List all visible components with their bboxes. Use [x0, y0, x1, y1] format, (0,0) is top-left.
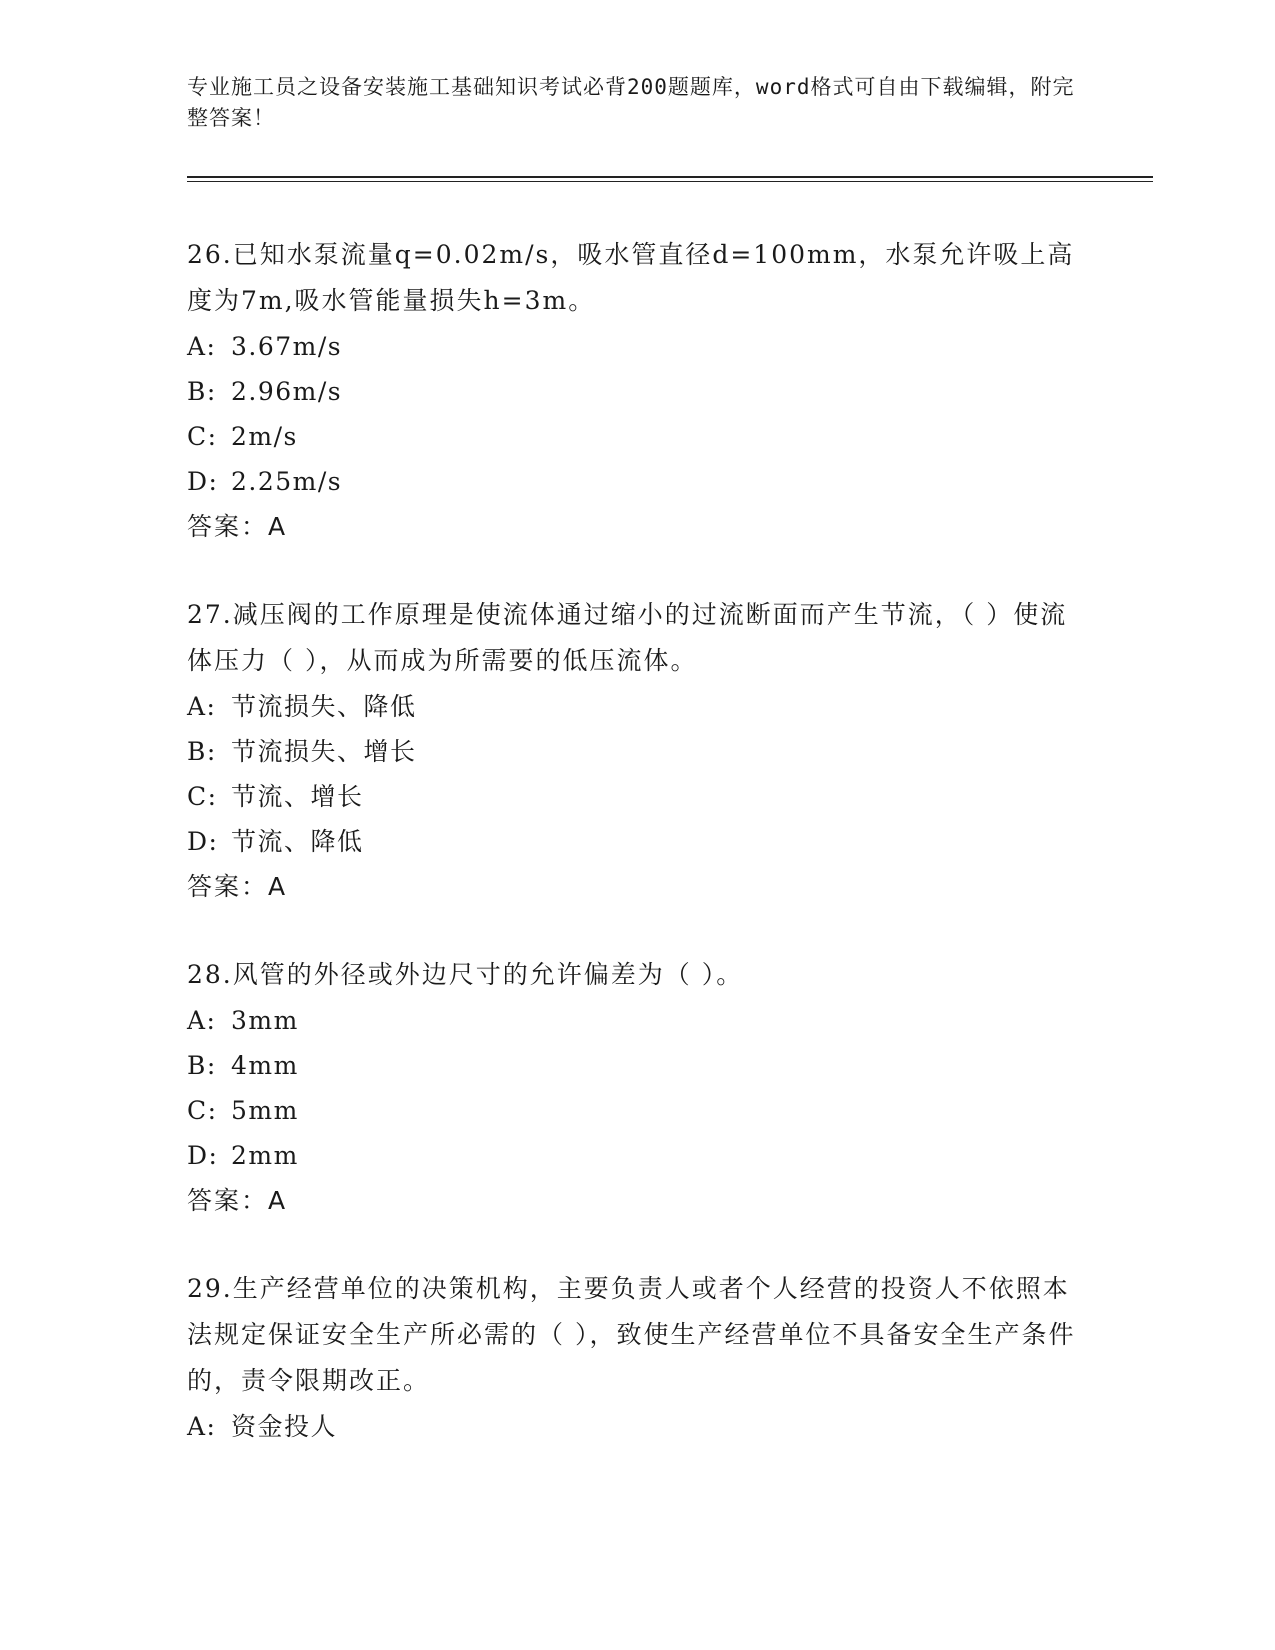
question-text: [187, 952, 1087, 998]
option-letter: A:: [187, 1412, 217, 1441]
option-letter: D:: [187, 1141, 219, 1170]
option-text: 节流、降低: [231, 827, 364, 856]
question-number: 29.: [187, 1274, 233, 1303]
option-text: 节流损失、增长: [231, 737, 417, 766]
page-header-title: 专业施工员之设备安装施工基础知识考试必背200题题库，word格式可自由下载编辑，附完整答案！: [187, 75, 1075, 130]
option-text: 2mm: [231, 1141, 299, 1170]
answer-label: 答案：A: [187, 512, 288, 541]
option-b: [187, 1043, 1087, 1088]
option-text: 3.67m/s: [231, 332, 343, 361]
option-letter: C:: [187, 1096, 218, 1125]
option-a: [187, 324, 1087, 369]
question-stem: 减压阀的工作原理是使流体通过缩小的过流断面而产生节流，（ ）使流体压力（ ），从而成为所需要的低压流体。: [187, 600, 1068, 675]
question-29: [187, 1266, 1087, 1449]
option-letter: D:: [187, 827, 219, 856]
question-list: [187, 232, 1087, 1491]
question-number: 27.: [187, 600, 233, 629]
option-a: [187, 1404, 1087, 1449]
option-text: 5mm: [231, 1096, 299, 1125]
option-letter: A:: [187, 332, 217, 361]
option-letter: A:: [187, 692, 217, 721]
option-letter: C:: [187, 422, 218, 451]
option-d: [187, 819, 1087, 864]
question-28: [187, 952, 1087, 1224]
option-text: 2m/s: [231, 422, 298, 451]
option-c: [187, 414, 1087, 459]
question-text: [187, 592, 1087, 684]
question-stem: 风管的外径或外边尺寸的允许偏差为（ ）。: [232, 960, 744, 989]
option-d: [187, 1133, 1087, 1178]
question-text: [187, 1266, 1087, 1404]
option-letter: B:: [187, 377, 217, 406]
option-text: 节流损失、降低: [231, 692, 417, 721]
option-text: 3mm: [231, 1006, 299, 1035]
question-stem: 生产经营单位的决策机构，主要负责人或者个人经营的投资人不依照本法规定保证安全生产所必需的（ ），致使生产经营单位不具备安全生产条件的，责令限期改正。: [187, 1274, 1076, 1395]
option-a: [187, 684, 1087, 729]
option-letter: C:: [187, 782, 218, 811]
header-divider: [187, 176, 1153, 182]
option-text: 2.25m/s: [231, 467, 343, 496]
question-number: 28.: [187, 960, 233, 989]
question-number: 26.: [187, 240, 233, 269]
option-text: 2.96m/s: [231, 377, 343, 406]
option-a: [187, 998, 1087, 1043]
question-stem: 已知水泵流量q=0.02m/s，吸水管直径d=100mm，水泵允许吸上高度为7m,吸水管能量损失h=3m。: [187, 240, 1075, 315]
option-c: [187, 774, 1087, 819]
option-text: 节流、增长: [231, 782, 364, 811]
answer-label: 答案：A: [187, 872, 288, 901]
answer-label: 答案：A: [187, 1186, 288, 1215]
option-d: [187, 459, 1087, 504]
option-b: [187, 729, 1087, 774]
option-letter: D:: [187, 467, 219, 496]
question-text: [187, 232, 1087, 324]
option-text: 4mm: [231, 1051, 299, 1080]
question-26: [187, 232, 1087, 550]
option-letter: B:: [187, 1051, 217, 1080]
option-c: [187, 1088, 1087, 1133]
option-b: [187, 369, 1087, 414]
option-letter: A:: [187, 1006, 217, 1035]
option-text: 资金投人: [231, 1412, 338, 1441]
question-27: [187, 592, 1087, 910]
option-letter: B:: [187, 737, 217, 766]
